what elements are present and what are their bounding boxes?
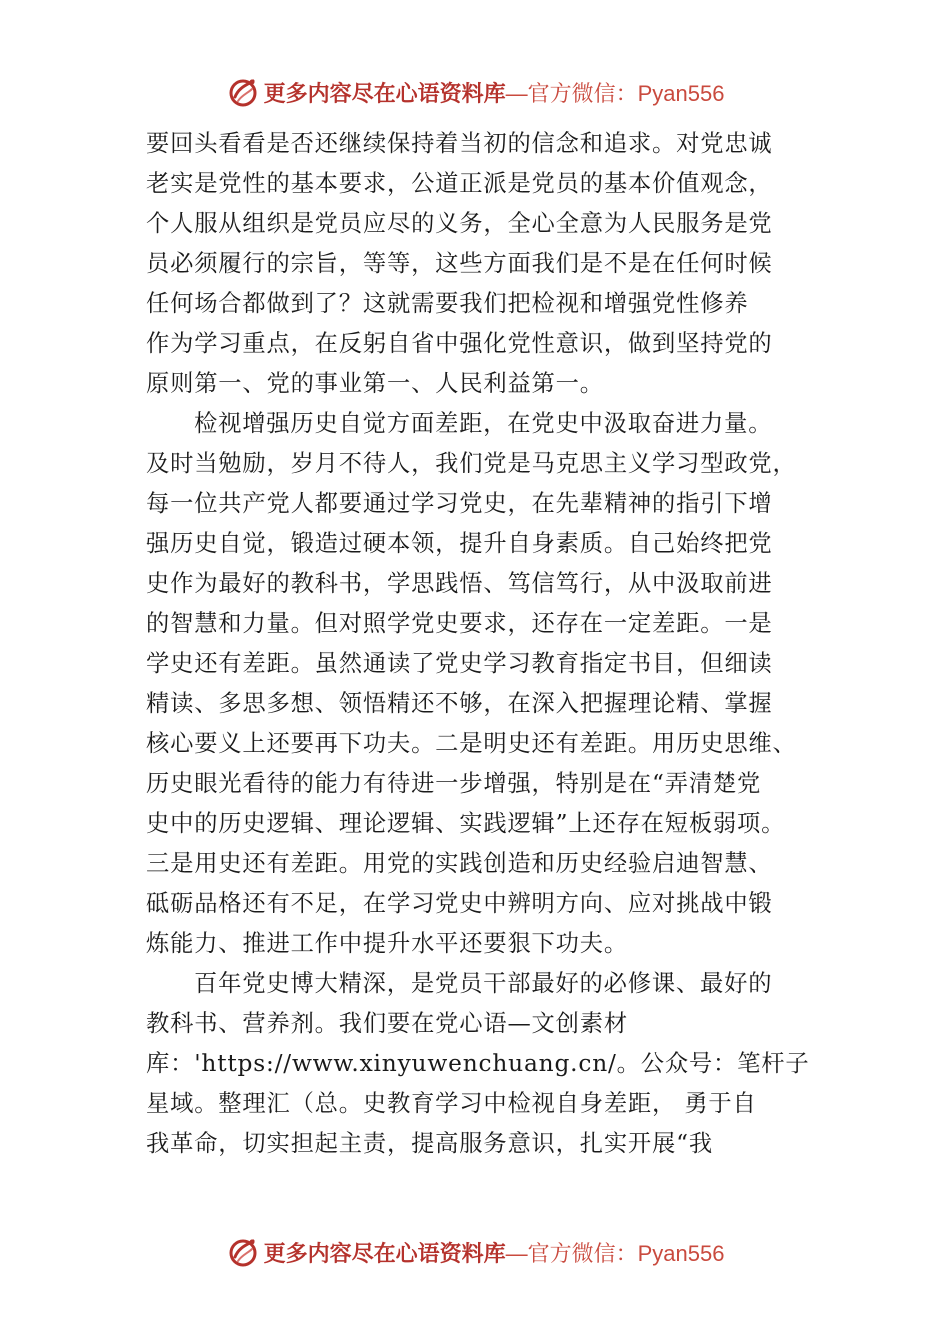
body-line: 炼能力、推进工作中提升水平还要狠下功夫。 [146,930,628,957]
paragraph-start-line: 检视增强历史自觉方面差距，在党史中汲取奋进力量。 [194,410,773,437]
body-line: 作为学习重点，在反躬自省中强化党性意识，做到坚持党的 [146,330,773,357]
header-wechat-text: —官方微信：Pyan556 [505,80,725,106]
body-line: 强历史自觉，锻造过硬本领，提升自身素质。自己始终把党 [146,530,773,557]
body-line: 每一位共产党人都要通过学习党史，在先辈精神的指引下增 [146,490,773,517]
body-line: 星域。整理汇（总。史教育学习中检视自身差距， 勇于自 [146,1090,757,1117]
body-line: 员必须履行的宗旨，等等，这些方面我们是不是在任何时候 [146,250,773,277]
logo-icon [226,1235,260,1269]
body-line: 史作为最好的教科书，学思践悟、笃信笃行，从中汲取前进 [146,570,773,597]
body-line: 及时当勉励，岁月不待人，我们党是马克思主义学习型政党， [146,450,797,477]
header-brand-text: 更多内容尽在心语资料库 [263,80,506,107]
body-line: 教科书、营养剂。我们要在党心语—文创素材 [146,1010,628,1037]
body-line: 老实是党性的基本要求，公道正派是党员的基本价值观念， [146,170,773,197]
body-line: 三是用史还有差距。用党的实践创造和历史经验启迪智慧、 [146,850,773,877]
footer-brand-text: 更多内容尽在心语资料库 [263,1240,506,1267]
body-line: 要回头看看是否还继续保持着当初的信念和追求。对党忠诚 [146,130,773,157]
body-line: 我革命，切实担起主责，提高服务意识，扎实开展“我 [146,1130,713,1157]
body-line: 学史还有差距。虽然通读了党史学习教育指定书目，但细读 [146,650,773,677]
body-line: 个人服从组织是党员应尽的义务，全心全意为人民服务是党 [146,210,773,237]
footer-wechat-text: —官方微信：Pyan556 [505,1240,725,1266]
body-line: 精读、多思多想、领悟精还不够，在深入把握理论精、掌握 [146,690,773,717]
body-line: 砥砺品格还有不足，在学习党史中辨明方向、应对挑战中锻 [146,890,773,917]
document-body [146,124,812,1164]
logo-icon [226,75,260,109]
body-line: 历史眼光看待的能力有待进一步增强，特别是在“弄清楚党 [146,770,762,797]
body-line: 原则第一、党的事业第一、人民利益第一。 [146,370,604,397]
body-line: 核心要义上还要再下功夫。二是明史还有差距。用历史思维、 [146,730,797,757]
footer-watermark [0,1232,950,1272]
body-line: 任何场合都做到了？这就需要我们把检视和增强党性修养 [146,290,749,317]
body-line: 史中的历史逻辑、理论逻辑、实践逻辑”上还存在短板弱项。 [146,810,786,837]
body-line: 库：'https://www.xinyuwenchuang.cn/。公众号：笔杆子 [146,1050,810,1077]
header-watermark [0,72,950,112]
paragraph-start-line: 百年党史博大精深，是党员干部最好的必修课、最好的 [194,970,773,997]
body-line: 的智慧和力量。但对照学党史要求，还存在一定差距。一是 [146,610,773,637]
